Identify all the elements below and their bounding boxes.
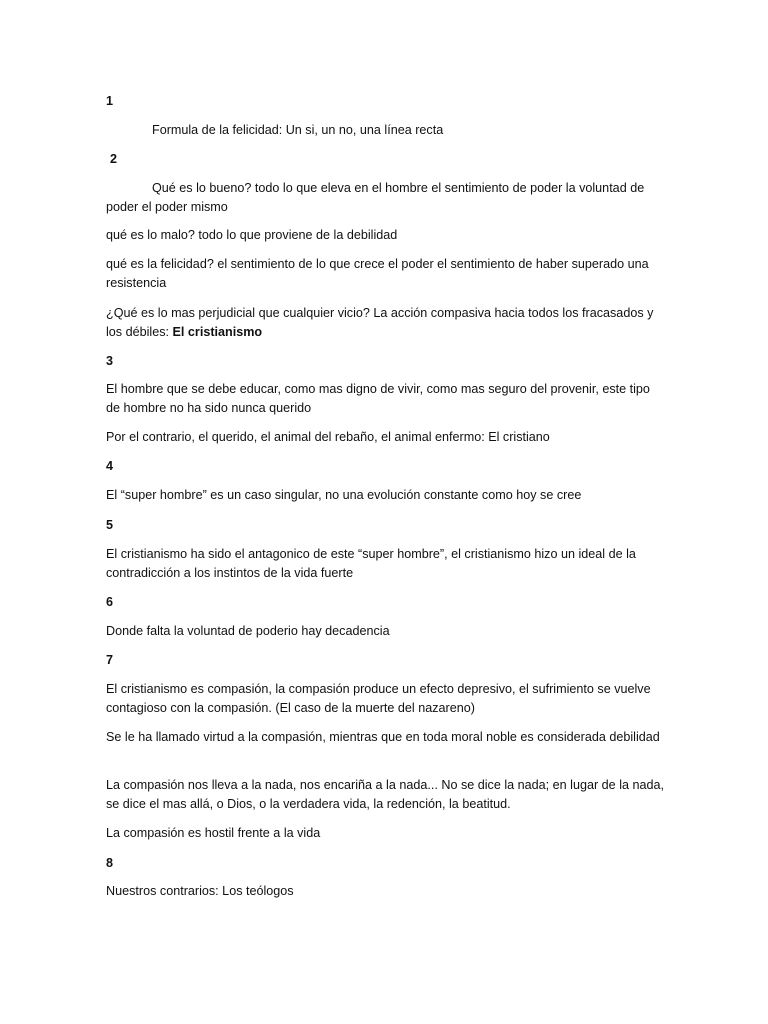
section-2-paragraph-4-text: ¿Qué es lo mas perjudicial que cualquier vicio? La acción compasiva hacia todos los fracasados y los débiles:	[106, 306, 654, 339]
section-8-paragraph-1: Nuestros contrarios: Los teólogos	[106, 884, 294, 898]
section-number-7: 7	[106, 653, 114, 667]
section-number-6: 6	[106, 595, 114, 609]
section-7-paragraph-2: Se le ha llamado virtud a la compasión, mientras que en toda moral noble es considerada debilidad	[106, 730, 660, 744]
section-number-3: 3	[106, 354, 114, 368]
section-6-paragraph-1: Donde falta la voluntad de poderio hay decadencia	[106, 624, 390, 638]
section-7-paragraph-1: El cristianismo es compasión, la compasión produce un efecto depresivo, el sufrimiento se vuelve contagioso con la compasión. (El caso de la muerte del nazareno)	[106, 682, 651, 715]
section-4-paragraph-1: El “super hombre” es un caso singular, no una evolución constante como hoy se cree	[106, 488, 582, 502]
section-5-paragraph-1: El cristianismo ha sido el antagonico de este “super hombre”, el cristianismo hizo un ideal de la contradicción a los instintos de la vida fuerte	[106, 547, 636, 580]
section-number-1: 1	[106, 94, 114, 108]
section-3-paragraph-1: El hombre que se debe educar, como mas digno de vivir, como mas seguro del provenir, este tipo de hombre no ha sido nunca querido	[106, 382, 650, 415]
section-2-paragraph-4-emphasis: El cristianismo	[172, 325, 263, 339]
section-7-paragraph-4: La compasión es hostil frente a la vida	[106, 826, 321, 840]
section-2-paragraph-2: qué es lo malo? todo lo que proviene de la debilidad	[106, 228, 398, 242]
section-3-paragraph-2: Por el contrario, el querido, el animal del rebaño, el animal enfermo: El cristiano	[106, 430, 550, 444]
section-2-paragraph-4	[106, 304, 666, 342]
section-7-paragraph-3: La compasión nos lleva a la nada, nos encariña a la nada... No se dice la nada; en lugar de la nada, se dice el mas allá, o Dios, o la verdadera vida, la redención, la beatitud.	[106, 778, 665, 811]
section-number-8: 8	[106, 856, 114, 870]
section-number-2: 2	[110, 152, 118, 166]
section-number-5: 5	[106, 518, 114, 532]
section-2-paragraph-1: Qué es lo bueno? todo lo que eleva en el hombre el sentimiento de poder la voluntad de poder el poder mismo	[106, 181, 645, 214]
section-2-paragraph-3: qué es la felicidad? el sentimiento de lo que crece el poder el sentimiento de haber superado una resistencia	[106, 257, 649, 290]
section-number-4: 4	[106, 459, 114, 473]
section-1-paragraph: Formula de la felicidad: Un si, un no, una línea recta	[152, 123, 444, 137]
